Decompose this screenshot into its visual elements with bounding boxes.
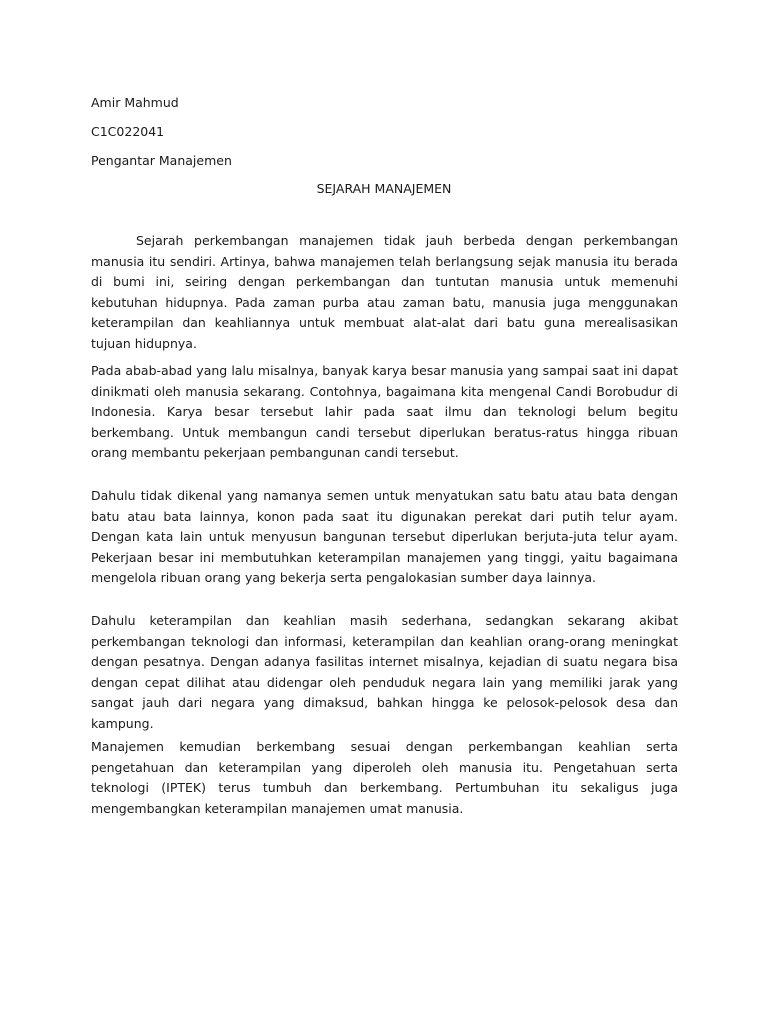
paragraph-5: Manajemen kemudian berkembang sesuai dengan perkembangan keahlian serta pengetahuan dan keterampilan yang diperoleh oleh manusia itu. Pengetahuan serta teknologi (IPTEK) terus tumbuh dan berkembang. Pertumbuhan itu sekaligus juga mengembangkan keterampilan manajemen umat manusia. — [91, 739, 678, 816]
paragraph-1: Sejarah perkembangan manajemen tidak jauh berbeda dengan perkembangan manusia itu sendiri. Artinya, bahwa manajemen telah berlangsung sejak manusia itu berada di bumi ini, seiring dengan perkembangan dan tuntutan manusia untuk memenuhi kebutuhan hidupnya. Pada zaman purba atau zaman batu, manusia juga menggunakan keterampilan dan keahliannya untuk membuat alat-alat dari batu guna merealisasikan tujuan hidupnya. — [91, 233, 678, 351]
paragraph-2: Pada abab-abad yang lalu misalnya, banyak karya besar manusia yang sampai saat ini dapat dinikmati oleh manusia sekarang. Contohnya, bagaimana kita mengenal Candi Borobudur di Indonesia. Karya besar tersebut lahir pada saat ilmu dan teknologi belum begitu berkembang. Untuk membangun candi tersebut diperlukan beratus-ratus hingga ribuan orang membantu pekerjaan pembangunan candi tersebut. — [91, 363, 678, 460]
student-id: C1C022041 — [91, 124, 165, 139]
paragraph-3: Dahulu tidak dikenal yang namanya semen untuk menyatukan satu batu atau bata dengan batu atau bata lainnya, konon pada saat itu digunakan perekat dari putih telur ayam. Dengan kata lain untuk menyusun bangunan tersebut diperlukan berjuta-juta telur ayam. Pekerjaan besar ini membutuhkan keterampilan manajemen yang tinggi, yaitu bagaimana mengelola ribuan orang yang bekerja serta pengalokasian sumber daya lainnya. — [91, 488, 678, 585]
document-title: SEJARAH MANAJEMEN — [316, 181, 452, 196]
author-name: Amir Mahmud — [91, 95, 179, 110]
course-name: Pengantar Manajemen — [91, 153, 232, 168]
paragraph-4: Dahulu keterampilan dan keahlian masih sederhana, sedangkan sekarang akibat perkembangan teknologi dan informasi, keterampilan dan keahlian orang-orang meningkat dengan pesatnya. Dengan adanya fasilitas internet misalnya, kejadian di suatu negara bisa dengan cepat dilihat atau didengar oleh penduduk negara lain yang memiliki jarak yang sangat jauh dari negara yang dimaksud, bahkan hingga ke pelosok-pelosok desa dan kampung. — [91, 613, 678, 731]
